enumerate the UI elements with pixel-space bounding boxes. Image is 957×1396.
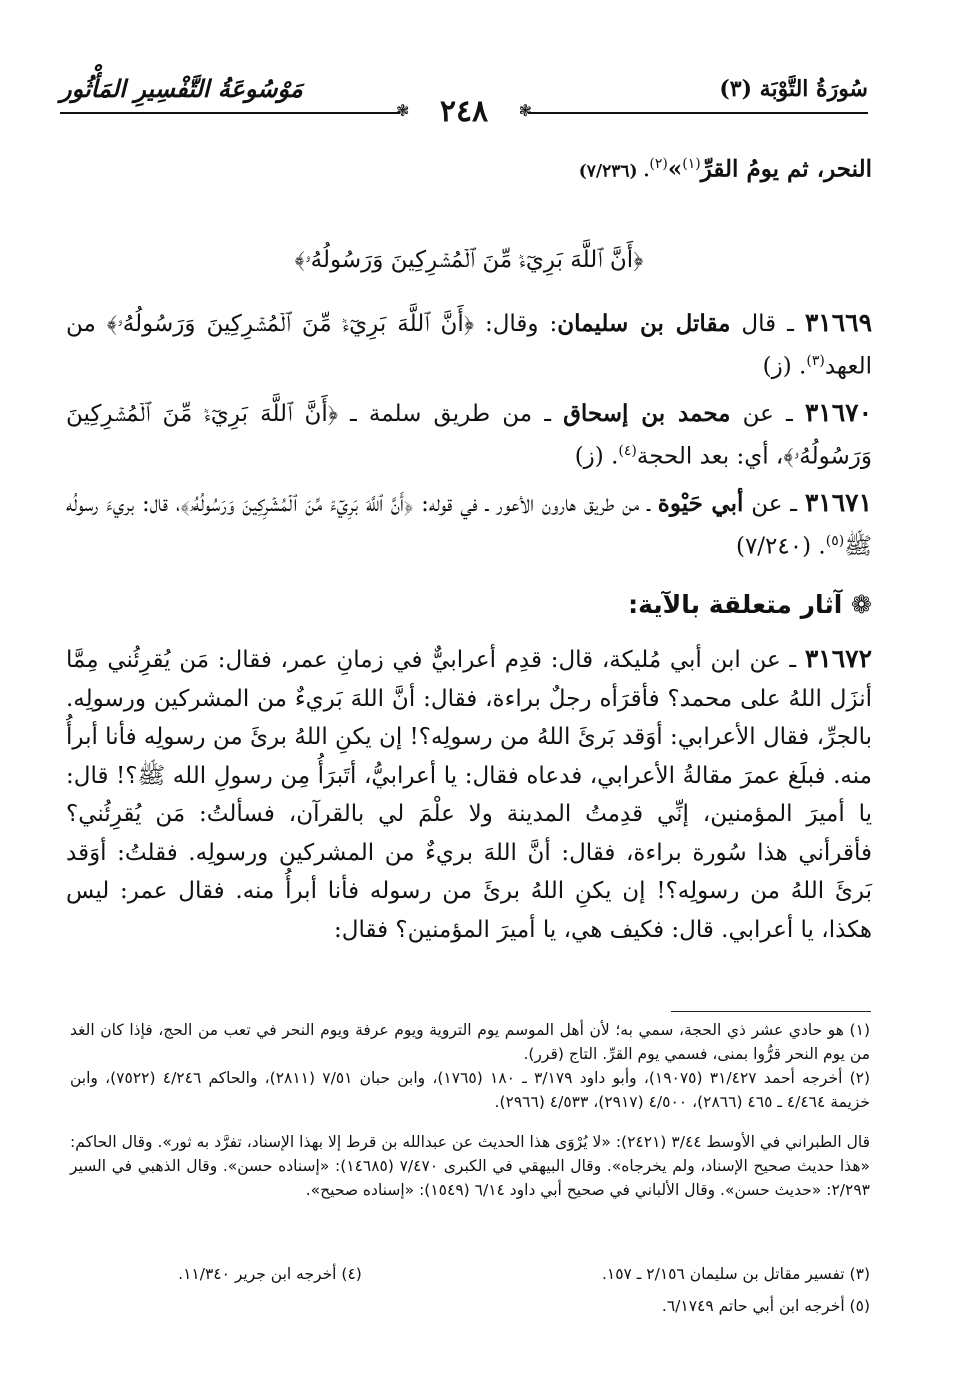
entry-body: : وقال: ﴿أَنَّ ٱللَّهَ بَرِيٓءٞ مِّنَ ٱلۡمُشۡرِكِينَ وَرَسُولُهُۥ﴾ من العهد [66,311,872,380]
footnote: (٢) أخرجه أحمد ٣١/٤٢٧ (١٩٠٧٥)، وأبو داود ٣/١٧٩ ـ ١٨٠ (١٧٦٥)، وابن حبان ٧/٥١ (٢٨١١)، والحاكم ٤/٢٤٦ (٧٥٢٢)، وابن خزيمة ٤/٤٦٤ ـ ٤٦٥ (٢٨٦٦)، ٤/٥٠٠ (٢٩١٧)، ٤/٥٣٣ (٢٩٦٦). [70,1069,871,1111]
ornament-icon: ❃ [396,103,410,120]
entry-intro: ـ قال [730,311,805,337]
section-heading-text: آثار متعلقة بالآية: [628,590,843,619]
verse-heading: ﴿أَنَّ ٱللَّهَ بَرِيٓءٞ مِّنَ ٱلۡمُشۡرِكِينَ وَرَسُولُهُۥ﴾ [294,247,644,273]
footnote-ref: (٥) [825,533,845,549]
flower-icon: ❁ [851,590,872,619]
footnote: (١) هو حادي عشر ذي الحجة، سمي به؛ لأن أهل الموسم يوم التروية ويوم عرفة ويوم النحر في تعب من الحج، فإذا كان الغد من يوم النحر قرُّوا بمنى، فسمي يوم القرِّ. التاج (قرر). [70,1021,870,1063]
entry-tail: . (٧/٢٤٠) [735,533,826,560]
narration-entry [66,304,872,386]
surah-title: سُورَةُ التَّوْبَة (٣) [719,76,868,102]
running-header [60,60,868,129]
entry-body: ـ من طريق سلمة ـ ﴿أَنَّ ٱللَّهَ بَرِيٓءٞ مِّنَ ٱلۡمُشۡرِكِينَ وَرَسُولُهُۥ﴾، أي: بعد الحجة [66,401,872,470]
section-heading [66,590,872,619]
close-quote: » [667,155,683,183]
continuation-line [66,146,872,191]
entry-number: ٣١٦٧٢ [804,644,872,673]
narrator-name: أبي حَيْوة [657,490,744,517]
header-rule-left [60,112,400,114]
footnote-ref: (٢) [649,156,668,172]
entry-intro: ـ عن [730,401,805,427]
continuation-text: النحر، ثم يومُ القرِّ [700,155,872,183]
entry-number: ٣١٦٦٩ [804,308,873,337]
narrator-name: مقاتل بن سليمان [557,310,731,337]
page-number: ٢٤٨ [439,94,489,129]
footnote-ref: (١) [682,156,701,172]
entry-tail: . (ز) [574,443,619,470]
footnote: (٣) تفسير مقاتل بن سليمان ٢/١٥٦ ـ ١٥٧. [601,1265,870,1283]
footnote: (٥) أخرجه ابن أبي حاتم ٦/١٧٤٩. [661,1297,870,1315]
footnote-divider [671,1011,871,1012]
footnote-ref: (٤) [618,443,637,459]
narration-entry [66,394,872,476]
athar-entry [66,640,872,949]
narration-entry [66,484,872,566]
header-rule-right [528,112,868,114]
athar-text: ـ عن ابن أبي مُليكة، قال: قدِم أعرابيٌّ في زمانِ عمر، فقال: مَن يُقرِئُني مِمَّا أنزَل اللهُ على محمد؟ فأقرَأه رجلٌ براءة، فقال: أنَّ اللهَ بَريءٌ من المشركين ورسولِه. بالجرِّ، فقال الأعرابي: أوَقد بَرئَ اللهُ من رسولِه؟! إن يكنِ اللهُ برئَ من رسولِه فأنا أبرأُ منه. فبلَغ عمرَ مقالةُ الأعرابي، فدعاه فقال: يا أعرابيُّ، أتَبرَأُ مِن رسولِ الله ﷺ؟! قال: يا أميرَ المؤمنين، إنِّي قدِمتُ المدينة ولا علْمَ لي بالقرآن، فسألتُ: مَن يُقرِئُني؟ فأقرأني هذا سُورة براءة، فقال: أنَّ اللهَ بريءٌ من المشركين ورسولِه. فقلتُ: أوَقد بَرئَ اللهُ من رسولِه؟! إن يكنِ اللهُ برئَ من رسوله فأنا أبرأُ منه. فقال عمر: ليس هكذا، يا أعرابي. قال: فكيف هي، يا أميرَ المؤمنين؟ فقال: [66,647,872,943]
book-title: مَوْسُوعَةُ التَّفْسِيرِ المَأْثُور [60,74,303,103]
ornament-icon: ❃ [518,103,532,120]
narrator-name: محمد بن إسحاق [563,400,731,427]
entry-number: ٣١٦٧١ [804,488,872,517]
footnote: قال الطبراني في الأوسط ٣/٤٤ (٢٤٢١): «لا يُرْوَى هذا الحديث عن عبدالله بن قرط إلا بهذا الإسناد، تفرَّد به ثور». وقال الحاكم: «هذا حديث صحيح الإسناد، ولم يخرجاه». وقال البيهقي في الكبرى ٧/٤٧٠ (١٤٦٨٥): «إسناده حسن». وقال الذهبي في السير ٢/٢٩٣: «حديث حسن». وقال الألباني في صحيح أبي داود ٦/١٤ (١٥٤٩): «إسناده صحيح». [70,1133,870,1199]
entry-number: ٣١٦٧٠ [804,398,872,427]
entry-tail: . (ز) [762,353,807,380]
footnote: (٤) أخرجه ابن جرير ١١/٣٤٠. [178,1265,362,1283]
volume-ref: . (٧/٢٣٦) [578,161,650,182]
entry-body: ـ من طريق هارون الأعور ـ في قوله: ﴿أَنَّ ٱللَّهَ بَرِيٓءٞ مِّنَ ٱلۡمُشۡرِكِينَ وَرَسُولُهُۥ﴾، قال: بريءَ رسولُه ﷺ [66,491,872,560]
entry-intro: ـ عن [743,491,805,517]
footnote-ref: (٣) [806,353,825,369]
